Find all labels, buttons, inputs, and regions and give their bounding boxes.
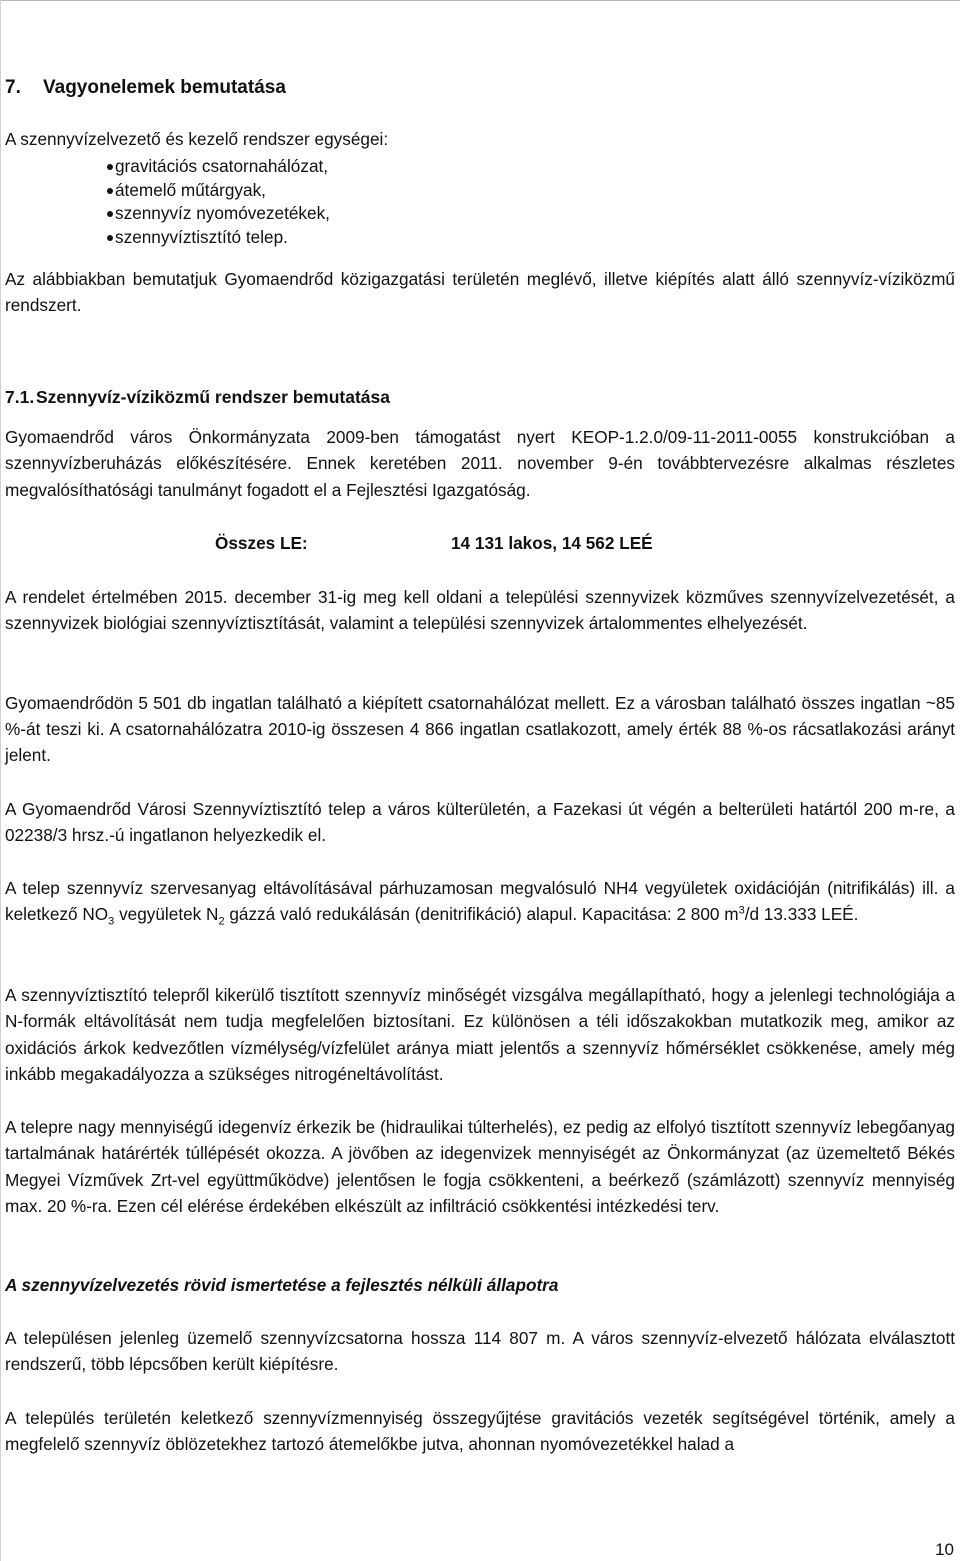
subsection-number: 7.1.: [5, 387, 35, 407]
total-le-row: [5, 531, 955, 555]
paragraph-telep: A Gyomaendrőd Városi Szennyvíztisztító telep a város külterületén, a Fazekasi út végén a belterületi határtól 200 m-re, a 02238/3 hrsz.-ú ingatlanon helyezkedik el.: [5, 799, 955, 846]
page-top-border: [0, 0, 960, 1]
paragraph-ingatlan: Gyomaendrődön 5 501 db ingatlan található a kiépített csatornahálózat mellett. Ez a városban található összes ingatlan ~85 %-át teszi ki. A csatornahálózatra 2010-ig összesen 4 866 ingatlan csatlakozott, amely érték 88 %-os rácsatlakozási arányt jelent.: [5, 693, 955, 765]
bullet-icon: [107, 211, 113, 217]
section-number: 7.: [5, 77, 21, 98]
paragraph-gyujtes: A település területén keletkező szennyvízmennyiség összegyűjtése gravitációs vezeték segítségével történik, amely a megfelelő szennyvíz öblözetekhez tartozó átemelőkbe jutva, ahonnan nyomóvezetékkel halad a: [5, 1408, 955, 1455]
section-title: Vagyonelemek bemutatása: [43, 77, 286, 98]
page-left-border: [0, 0, 1, 1561]
list-item: szennyvíz nyomóvezetékek,: [5, 202, 955, 226]
list-item: átemelő műtárgyak,: [5, 179, 955, 203]
bullet-icon: [107, 235, 113, 241]
total-value: 14 131 lakos, 14 562 LEÉ: [451, 533, 653, 553]
paragraph-minoseg: A szennyvíztisztító telepről kikerülő tisztított szennyvíz minőségét vizsgálva megállapítható, hogy a jelenlegi technológiája a N-formák eltávolítását nem tudja megfelelően biztosítani. Ez különösen a téli időszakokban mutatkozik meg, amikor az oxidációs árkok kedvezőtlen vízmélység/vízfelület aránya miatt jelentős a szennyvíz hőmérséklet csökkenése, amely még inkább megakadályozza a szükséges nitrogéneltávolítást.: [5, 985, 955, 1084]
paragraph-technology: A telep szennyvíz szervesanyag eltávolításával párhuzamosan megvalósuló NH4 vegyületek oxidációján (nitrifikálás) ill. a keletkező $NO_3$ vegyületek $N_2$ gázzá való redukálásán (denitrifikáció) alapul. Kapacitása: 2 800 $m^3/d$ 13.333 LEÉ.: [5, 878, 955, 928]
paragraph-keop: Gyomaendrőd város Önkormányzata 2009-ben támogatást nyert KEOP-1.2.0/09-11-2011-0055 konstrukcióban a szennyvízberuházás előkészítésére. Ennek keretében 2011. november 9-én továbbtervezésre alkalmas részletes megvalósíthatósági tanulmányt fogadott el a Fejlesztési Igazgatóság.: [5, 427, 955, 500]
units-list: [5, 155, 955, 249]
page-number: 10: [935, 1540, 954, 1559]
paragraph-overview: Az alábbiakban bemutatjuk Gyomaendrőd közigazgatási területén meglévő, illetve kiépítés alatt álló szennyvíz-víziközmű rendszert.: [5, 269, 955, 316]
bullet-icon: [107, 188, 113, 194]
bullet-icon: [107, 164, 113, 170]
paragraph-csatorna-hossz: A településen jelenleg üzemelő szennyvízcsatorna hossza 114 807 m. A város szennyvíz-elvezető hálózata elválasztott rendszerű, több lépcsőben került kiépítésre.: [5, 1328, 955, 1375]
subsection-heading: [5, 385, 390, 409]
subsection-title: Szennyvíz-víziközmű rendszer bemutatása: [36, 387, 390, 407]
paragraph-idegenviz: A telepre nagy mennyiségű idegenvíz érkezik be (hidraulikai túlterhelés), ez pedig az elfolyó tisztított szennyvíz lebegőanyag tartalmának határérték túllépését okozza. A jövőben az idegenvizek mennyiségét az Önkormányzat (az üzemeltető Békés Megyei Vízművek Zrt-vel együttműködve) jelentősen le fogja csökkenteni, a beérkező (számlázott) szennyvíz mennyiség max. 20 %-ra. Ezen cél elérése érdekében elkészült az infiltráció csökkentési intézkedési terv.: [5, 1117, 955, 1216]
units-intro: A szennyvízelvezető és kezelő rendszer egységei:: [5, 129, 389, 149]
total-label: Összes LE:: [215, 533, 308, 553]
list-item: szennyvíztisztító telep.: [5, 226, 955, 250]
paragraph-rendelet: A rendelet értelmében 2015. december 31-ig meg kell oldani a települési szennyvizek közműves szennyvízelvezetését, a szennyvizek biológiai szennyvíztisztítását, valamint a települési szennyvizek ártalommentes elhelyezését.: [5, 587, 955, 634]
section-heading: [5, 76, 286, 100]
italic-heading: A szennyvízelvezetés rövid ismertetése a fejlesztés nélküli állapotra: [5, 1275, 559, 1295]
list-item: gravitációs csatornahálózat,: [5, 155, 955, 179]
